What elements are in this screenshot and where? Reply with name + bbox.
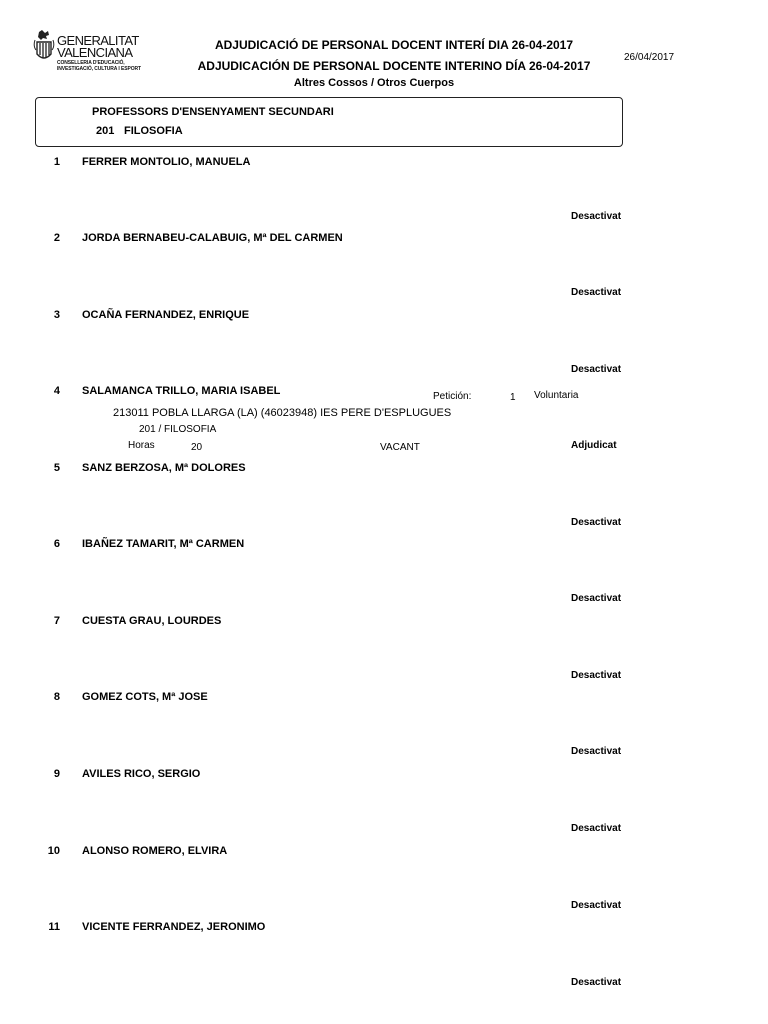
teaching-body: PROFESSORS D'ENSENYAMENT SECUNDARI	[92, 106, 334, 118]
entry-name: ALONSO ROMERO, ELVIRA	[82, 845, 228, 857]
hours-label: Horas	[128, 440, 155, 451]
org-name-line2: VALENCIANA	[57, 45, 133, 60]
entry-number: 8	[53, 691, 60, 703]
vacancy-type: VACANT	[380, 442, 420, 453]
specialty-code: 201	[96, 125, 115, 137]
entry-number: 9	[53, 768, 60, 780]
entry-number: 1	[53, 156, 60, 168]
entry-number: 11	[48, 921, 60, 933]
entry-number: 5	[53, 462, 60, 474]
entry-name: SALAMANCA TRILLO, MARIA ISABEL	[82, 385, 281, 397]
entry-name: AVILES RICO, SERGIO	[82, 768, 201, 780]
entry-name: IBAÑEZ TAMARIT, Mª CARMEN	[82, 538, 245, 550]
entry-status: Desactivat	[571, 746, 622, 757]
entry-name: JORDA BERNABEU-CALABUIG, Mª DEL CARMEN	[82, 232, 343, 244]
list-item	[0, 921, 768, 997]
entry-name: VICENTE FERRANDEZ, JERONIMO	[82, 921, 266, 933]
section-box	[35, 97, 623, 147]
list-item	[0, 462, 768, 538]
list-item	[0, 691, 768, 767]
entry-status: Desactivat	[571, 670, 622, 681]
petition-type: Voluntaria	[534, 390, 579, 401]
entry-status: Desactivat	[571, 364, 622, 375]
entry-number: 10	[47, 845, 60, 857]
hours-value: 20	[191, 442, 203, 453]
entry-name: SANZ BERZOSA, Mª DOLORES	[82, 462, 246, 474]
list-item	[0, 768, 768, 844]
print-date: 26/04/2017	[624, 52, 675, 63]
assigned-center: 213011 POBLA LLARGA (LA) (46023948) IES PERE D'ESPLUGUES	[113, 407, 452, 419]
entry-name: FERRER MONTOLIO, MANUELA	[82, 156, 251, 168]
entry-number: 6	[53, 538, 60, 550]
assigned-post: 201 / FILOSOFIA	[139, 424, 217, 435]
list-item	[0, 385, 768, 461]
org-name-line1: GENERALITAT	[57, 33, 139, 48]
entry-number: 4	[53, 385, 60, 397]
list-item	[0, 156, 768, 232]
entry-status: Desactivat	[571, 287, 622, 298]
petition-label: Petición:	[433, 391, 472, 402]
list-item	[0, 845, 768, 921]
entry-status: Desactivat	[571, 517, 622, 528]
entry-number: 3	[53, 309, 60, 321]
petition-number: 1	[510, 392, 516, 403]
document-title-es: ADJUDICACIÓN DE PERSONAL DOCENTE INTERINO DÍA 26-04-2017	[197, 59, 591, 73]
entry-status: Adjudicat	[571, 440, 617, 451]
entry-status: Desactivat	[571, 593, 622, 604]
entry-status: Desactivat	[571, 977, 622, 988]
entry-status: Desactivat	[571, 211, 622, 222]
entry-name: OCAÑA FERNANDEZ, ENRIQUE	[82, 309, 250, 321]
entry-number: 7	[53, 615, 60, 627]
entry-number: 2	[53, 232, 60, 244]
list-item	[0, 538, 768, 614]
department-name: CONSELLERIA D'EDUCACIÓ, INVESTIGACIÓ, CULTURA I ESPORT	[57, 60, 141, 72]
specialty-name: FILOSOFIA	[124, 125, 183, 137]
entry-status: Desactivat	[571, 823, 622, 834]
list-item	[0, 309, 768, 385]
entry-name: CUESTA GRAU, LOURDES	[82, 615, 222, 627]
list-item	[0, 615, 768, 691]
document-title-ca: ADJUDICACIÓ DE PERSONAL DOCENT INTERÍ DIA 26-04-2017	[214, 38, 574, 52]
entry-name: GOMEZ COTS, Mª JOSE	[82, 691, 208, 703]
entry-status: Desactivat	[571, 900, 622, 911]
list-item	[0, 232, 768, 308]
document-subtitle: Altres Cossos / Otros Cuerpos	[293, 77, 455, 89]
